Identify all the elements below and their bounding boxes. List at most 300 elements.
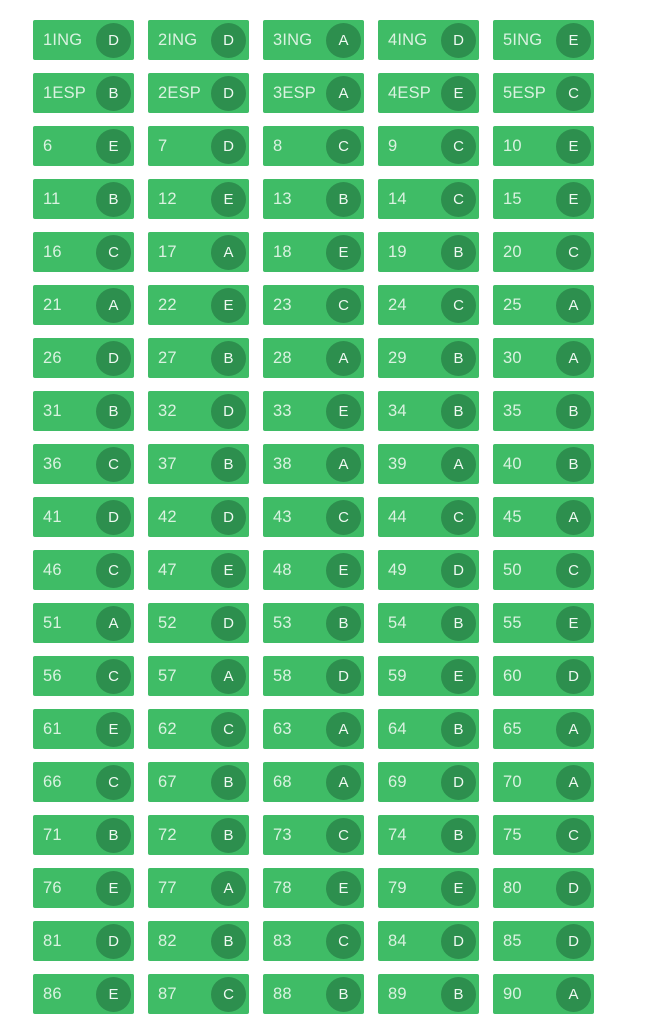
question-label: 64 xyxy=(388,719,407,738)
answer-circle xyxy=(211,977,246,1012)
answer-circle xyxy=(96,553,131,588)
answer-pill xyxy=(493,921,594,961)
answer-circle xyxy=(211,235,246,270)
answer-pill xyxy=(493,232,594,272)
answer-circle xyxy=(326,235,361,270)
answer-circle xyxy=(326,712,361,747)
question-label: 40 xyxy=(503,454,522,473)
answer-letter: C xyxy=(568,826,579,844)
answer-circle xyxy=(96,659,131,694)
answer-letter: D xyxy=(223,614,234,632)
answer-pill xyxy=(33,126,134,166)
answer-pill xyxy=(33,338,134,378)
answer-pill xyxy=(33,232,134,272)
answer-letter: B xyxy=(453,985,464,1003)
question-label: 18 xyxy=(273,242,292,261)
answer-circle xyxy=(556,182,591,217)
question-label: 45 xyxy=(503,507,522,526)
question-label: 82 xyxy=(158,931,177,950)
answer-circle xyxy=(211,553,246,588)
question-label: 87 xyxy=(158,984,177,1003)
question-label: 31 xyxy=(43,401,62,420)
answer-letter: B xyxy=(223,826,234,844)
answer-pill xyxy=(148,497,249,537)
answer-letter: D xyxy=(453,932,464,950)
answer-circle xyxy=(326,341,361,376)
answer-pill xyxy=(378,20,479,60)
question-label: 55 xyxy=(503,613,522,632)
answer-pill xyxy=(378,232,479,272)
answer-circle xyxy=(96,76,131,111)
answer-pill xyxy=(493,73,594,113)
answer-pill xyxy=(263,974,364,1014)
answer-letter: D xyxy=(568,932,579,950)
answer-circle xyxy=(326,447,361,482)
answer-pill xyxy=(378,126,479,166)
answer-pill xyxy=(263,338,364,378)
answer-pill xyxy=(148,285,249,325)
answer-pill xyxy=(148,126,249,166)
answer-circle xyxy=(96,765,131,800)
answer-letter: A xyxy=(338,31,349,49)
question-label: 47 xyxy=(158,560,177,579)
answer-letter: E xyxy=(108,720,119,738)
answer-circle xyxy=(326,76,361,111)
answer-pill xyxy=(263,285,364,325)
answer-circle xyxy=(441,500,476,535)
answer-pill xyxy=(378,656,479,696)
answer-circle xyxy=(326,606,361,641)
answer-pill xyxy=(148,921,249,961)
question-label: 66 xyxy=(43,772,62,791)
answer-circle xyxy=(96,235,131,270)
answer-pill xyxy=(493,179,594,219)
answer-letter: A xyxy=(568,508,579,526)
answer-letter: C xyxy=(223,985,234,1003)
question-label: 61 xyxy=(43,719,62,738)
answer-pill xyxy=(148,73,249,113)
answer-letter: A xyxy=(568,349,579,367)
question-label: 73 xyxy=(273,825,292,844)
answer-pill xyxy=(148,391,249,431)
answer-circle xyxy=(211,447,246,482)
answer-pill xyxy=(148,974,249,1014)
answer-letter: C xyxy=(453,190,464,208)
answer-pill xyxy=(378,285,479,325)
answer-pill xyxy=(493,338,594,378)
answer-letter: C xyxy=(568,84,579,102)
answer-circle xyxy=(556,553,591,588)
answer-pill xyxy=(493,762,594,802)
answer-pill xyxy=(263,20,364,60)
answer-circle xyxy=(556,659,591,694)
answer-letter: D xyxy=(453,31,464,49)
question-label: 79 xyxy=(388,878,407,897)
question-label: 80 xyxy=(503,878,522,897)
answer-circle xyxy=(556,712,591,747)
answer-pill xyxy=(33,921,134,961)
answer-pill xyxy=(493,444,594,484)
question-label: 50 xyxy=(503,560,522,579)
answer-letter: B xyxy=(453,826,464,844)
answer-letter: C xyxy=(338,137,349,155)
question-label: 5ESP xyxy=(503,83,546,102)
question-label: 20 xyxy=(503,242,522,261)
question-label: 69 xyxy=(388,772,407,791)
answer-circle xyxy=(556,818,591,853)
answer-pill xyxy=(33,974,134,1014)
answer-pill xyxy=(148,815,249,855)
question-label: 8 xyxy=(273,136,283,155)
question-label: 67 xyxy=(158,772,177,791)
answer-letter: B xyxy=(453,243,464,261)
answer-circle xyxy=(211,712,246,747)
question-label: 90 xyxy=(503,984,522,1003)
answer-circle xyxy=(556,871,591,906)
question-label: 19 xyxy=(388,242,407,261)
answer-letter: B xyxy=(568,455,579,473)
answer-circle xyxy=(441,765,476,800)
answer-letter: C xyxy=(108,667,119,685)
answer-circle xyxy=(441,818,476,853)
question-label: 25 xyxy=(503,295,522,314)
answer-circle xyxy=(441,235,476,270)
question-label: 58 xyxy=(273,666,292,685)
answer-circle xyxy=(556,129,591,164)
answer-circle xyxy=(441,871,476,906)
answer-circle xyxy=(211,500,246,535)
question-label: 1ING xyxy=(43,30,83,49)
answer-pill xyxy=(148,550,249,590)
answer-letter: A xyxy=(568,720,579,738)
answer-letter: B xyxy=(338,985,349,1003)
answer-letter: A xyxy=(338,349,349,367)
answer-circle xyxy=(556,23,591,58)
answer-letter: D xyxy=(108,508,119,526)
question-label: 27 xyxy=(158,348,177,367)
question-label: 44 xyxy=(388,507,407,526)
answer-letter: B xyxy=(453,349,464,367)
answer-pill xyxy=(378,550,479,590)
answer-letter: C xyxy=(568,561,579,579)
answer-circle xyxy=(96,712,131,747)
answer-circle xyxy=(441,606,476,641)
answer-circle xyxy=(441,659,476,694)
answer-circle xyxy=(441,553,476,588)
answer-letter: C xyxy=(453,508,464,526)
answer-circle xyxy=(556,977,591,1012)
question-label: 32 xyxy=(158,401,177,420)
question-label: 60 xyxy=(503,666,522,685)
answer-pill xyxy=(378,391,479,431)
answer-letter: C xyxy=(108,773,119,791)
answer-pill xyxy=(378,444,479,484)
question-label: 7 xyxy=(158,136,168,155)
answer-letter: E xyxy=(338,243,349,261)
question-label: 4ESP xyxy=(388,83,431,102)
answer-circle xyxy=(96,394,131,429)
answer-letter: A xyxy=(568,773,579,791)
question-label: 42 xyxy=(158,507,177,526)
question-label: 3ESP xyxy=(273,83,316,102)
answer-pill xyxy=(378,974,479,1014)
answer-circle xyxy=(211,606,246,641)
answer-letter: D xyxy=(453,561,464,579)
answer-circle xyxy=(556,500,591,535)
answer-pill xyxy=(263,656,364,696)
answer-letter: D xyxy=(223,84,234,102)
answer-circle xyxy=(96,977,131,1012)
answer-pill xyxy=(493,815,594,855)
answer-circle xyxy=(441,341,476,376)
answer-letter: A xyxy=(223,243,234,261)
answer-circle xyxy=(556,765,591,800)
answer-letter: C xyxy=(568,243,579,261)
answer-pill xyxy=(378,921,479,961)
answer-circle xyxy=(326,182,361,217)
answer-pill xyxy=(263,709,364,749)
question-label: 83 xyxy=(273,931,292,950)
answer-circle xyxy=(556,341,591,376)
question-label: 28 xyxy=(273,348,292,367)
answer-circle xyxy=(326,23,361,58)
question-label: 78 xyxy=(273,878,292,897)
answer-letter: A xyxy=(568,985,579,1003)
answer-circle xyxy=(441,712,476,747)
answer-pill xyxy=(263,179,364,219)
question-label: 13 xyxy=(273,189,292,208)
answer-letter: B xyxy=(223,455,234,473)
answer-letter: B xyxy=(453,720,464,738)
question-label: 14 xyxy=(388,189,407,208)
answer-pill xyxy=(378,709,479,749)
answer-letter: B xyxy=(108,84,119,102)
question-label: 54 xyxy=(388,613,407,632)
answer-pill xyxy=(148,656,249,696)
answer-pill xyxy=(263,232,364,272)
answer-circle xyxy=(326,553,361,588)
answer-pill xyxy=(148,762,249,802)
answer-pill xyxy=(33,550,134,590)
answer-letter: D xyxy=(223,137,234,155)
answer-pill xyxy=(33,391,134,431)
answer-pill xyxy=(493,709,594,749)
answer-circle xyxy=(441,23,476,58)
question-label: 34 xyxy=(388,401,407,420)
answer-letter: C xyxy=(338,826,349,844)
answer-pill xyxy=(263,73,364,113)
answer-circle xyxy=(326,924,361,959)
question-label: 52 xyxy=(158,613,177,632)
answer-letter: C xyxy=(223,720,234,738)
answer-letter: E xyxy=(108,879,119,897)
question-label: 6 xyxy=(43,136,53,155)
answer-letter: A xyxy=(568,296,579,314)
answer-circle xyxy=(211,23,246,58)
answer-letter: A xyxy=(223,667,234,685)
answer-pill xyxy=(33,179,134,219)
answer-letter: E xyxy=(453,84,464,102)
answer-letter: E xyxy=(338,879,349,897)
answer-pill xyxy=(493,285,594,325)
answer-letter: A xyxy=(453,455,464,473)
question-label: 53 xyxy=(273,613,292,632)
answer-circle xyxy=(211,76,246,111)
answer-circle xyxy=(211,765,246,800)
question-label: 23 xyxy=(273,295,292,314)
answer-circle xyxy=(556,76,591,111)
question-label: 39 xyxy=(388,454,407,473)
answer-letter: D xyxy=(108,932,119,950)
question-label: 46 xyxy=(43,560,62,579)
answer-circle xyxy=(211,288,246,323)
answer-pill xyxy=(33,73,134,113)
question-label: 4ING xyxy=(388,30,428,49)
answer-pill xyxy=(263,921,364,961)
answer-letter: B xyxy=(338,614,349,632)
question-label: 65 xyxy=(503,719,522,738)
answer-circle xyxy=(441,977,476,1012)
answer-letter: D xyxy=(453,773,464,791)
question-label: 2ING xyxy=(158,30,198,49)
answer-letter: D xyxy=(223,402,234,420)
answer-circle xyxy=(441,394,476,429)
question-label: 37 xyxy=(158,454,177,473)
question-label: 38 xyxy=(273,454,292,473)
question-label: 68 xyxy=(273,772,292,791)
answer-letter: E xyxy=(568,31,579,49)
answer-circle xyxy=(96,606,131,641)
answer-letter: C xyxy=(108,455,119,473)
answer-letter: E xyxy=(108,137,119,155)
answer-letter: B xyxy=(453,402,464,420)
answer-letter: A xyxy=(108,296,119,314)
answer-circle xyxy=(96,288,131,323)
answer-letter: D xyxy=(108,349,119,367)
answer-pill xyxy=(33,762,134,802)
answer-circle xyxy=(96,447,131,482)
answer-circle xyxy=(556,394,591,429)
answer-pill xyxy=(33,497,134,537)
answer-pill xyxy=(263,391,364,431)
question-label: 77 xyxy=(158,878,177,897)
answer-circle xyxy=(326,977,361,1012)
question-label: 59 xyxy=(388,666,407,685)
answer-letter: B xyxy=(223,773,234,791)
answer-circle xyxy=(96,924,131,959)
answer-pill xyxy=(493,497,594,537)
answer-letter: C xyxy=(453,137,464,155)
answer-letter: E xyxy=(338,561,349,579)
answer-pill xyxy=(263,444,364,484)
answer-letter: D xyxy=(223,508,234,526)
answer-pill xyxy=(493,974,594,1014)
answer-circle xyxy=(211,182,246,217)
answer-pill xyxy=(148,709,249,749)
question-label: 57 xyxy=(158,666,177,685)
answer-circle xyxy=(326,129,361,164)
answer-pill xyxy=(263,868,364,908)
answer-letter: A xyxy=(223,879,234,897)
answer-circle xyxy=(556,447,591,482)
question-label: 3ING xyxy=(273,30,313,49)
question-label: 35 xyxy=(503,401,522,420)
answer-letter: B xyxy=(223,932,234,950)
answer-circle xyxy=(441,129,476,164)
answer-pill xyxy=(493,126,594,166)
answer-circle xyxy=(441,288,476,323)
answer-pill xyxy=(378,73,479,113)
answer-circle xyxy=(556,924,591,959)
question-label: 76 xyxy=(43,878,62,897)
answer-letter: B xyxy=(108,826,119,844)
question-label: 89 xyxy=(388,984,407,1003)
answer-letter: E xyxy=(223,190,234,208)
answer-circle xyxy=(326,288,361,323)
question-label: 2ESP xyxy=(158,83,201,102)
answer-circle xyxy=(326,500,361,535)
answer-pill xyxy=(263,762,364,802)
answer-pill xyxy=(33,656,134,696)
answer-circle xyxy=(211,341,246,376)
answer-letter: A xyxy=(338,455,349,473)
question-label: 56 xyxy=(43,666,62,685)
answer-pill xyxy=(378,868,479,908)
answer-letter: A xyxy=(108,614,119,632)
answer-letter: C xyxy=(108,243,119,261)
answer-pill xyxy=(493,20,594,60)
question-label: 9 xyxy=(388,136,398,155)
answer-pill xyxy=(378,815,479,855)
answer-circle xyxy=(326,659,361,694)
question-label: 29 xyxy=(388,348,407,367)
answer-pill xyxy=(33,603,134,643)
answer-letter: E xyxy=(223,296,234,314)
question-label: 43 xyxy=(273,507,292,526)
answer-pill xyxy=(33,20,134,60)
answer-letter: C xyxy=(453,296,464,314)
answer-circle xyxy=(96,23,131,58)
answer-circle xyxy=(326,818,361,853)
answer-letter: E xyxy=(568,614,579,632)
answer-letter: A xyxy=(338,720,349,738)
answer-pill xyxy=(263,815,364,855)
answer-circle xyxy=(326,394,361,429)
answer-letter: B xyxy=(338,190,349,208)
question-label: 63 xyxy=(273,719,292,738)
answer-pill xyxy=(148,179,249,219)
answer-pill xyxy=(148,232,249,272)
question-label: 5ING xyxy=(503,30,543,49)
answer-letter: B xyxy=(453,614,464,632)
answer-pill xyxy=(148,338,249,378)
answer-letter: C xyxy=(338,296,349,314)
answer-letter: D xyxy=(223,31,234,49)
question-label: 1ESP xyxy=(43,83,86,102)
answer-letter: D xyxy=(338,667,349,685)
question-label: 16 xyxy=(43,242,62,261)
answer-circle xyxy=(211,924,246,959)
answer-letter: A xyxy=(338,84,349,102)
answer-letter: E xyxy=(453,667,464,685)
answer-pill xyxy=(493,656,594,696)
answer-letter: C xyxy=(108,561,119,579)
answer-pill xyxy=(263,550,364,590)
question-label: 49 xyxy=(388,560,407,579)
answer-circle xyxy=(211,394,246,429)
answer-pill xyxy=(33,709,134,749)
answer-letter: E xyxy=(108,985,119,1003)
